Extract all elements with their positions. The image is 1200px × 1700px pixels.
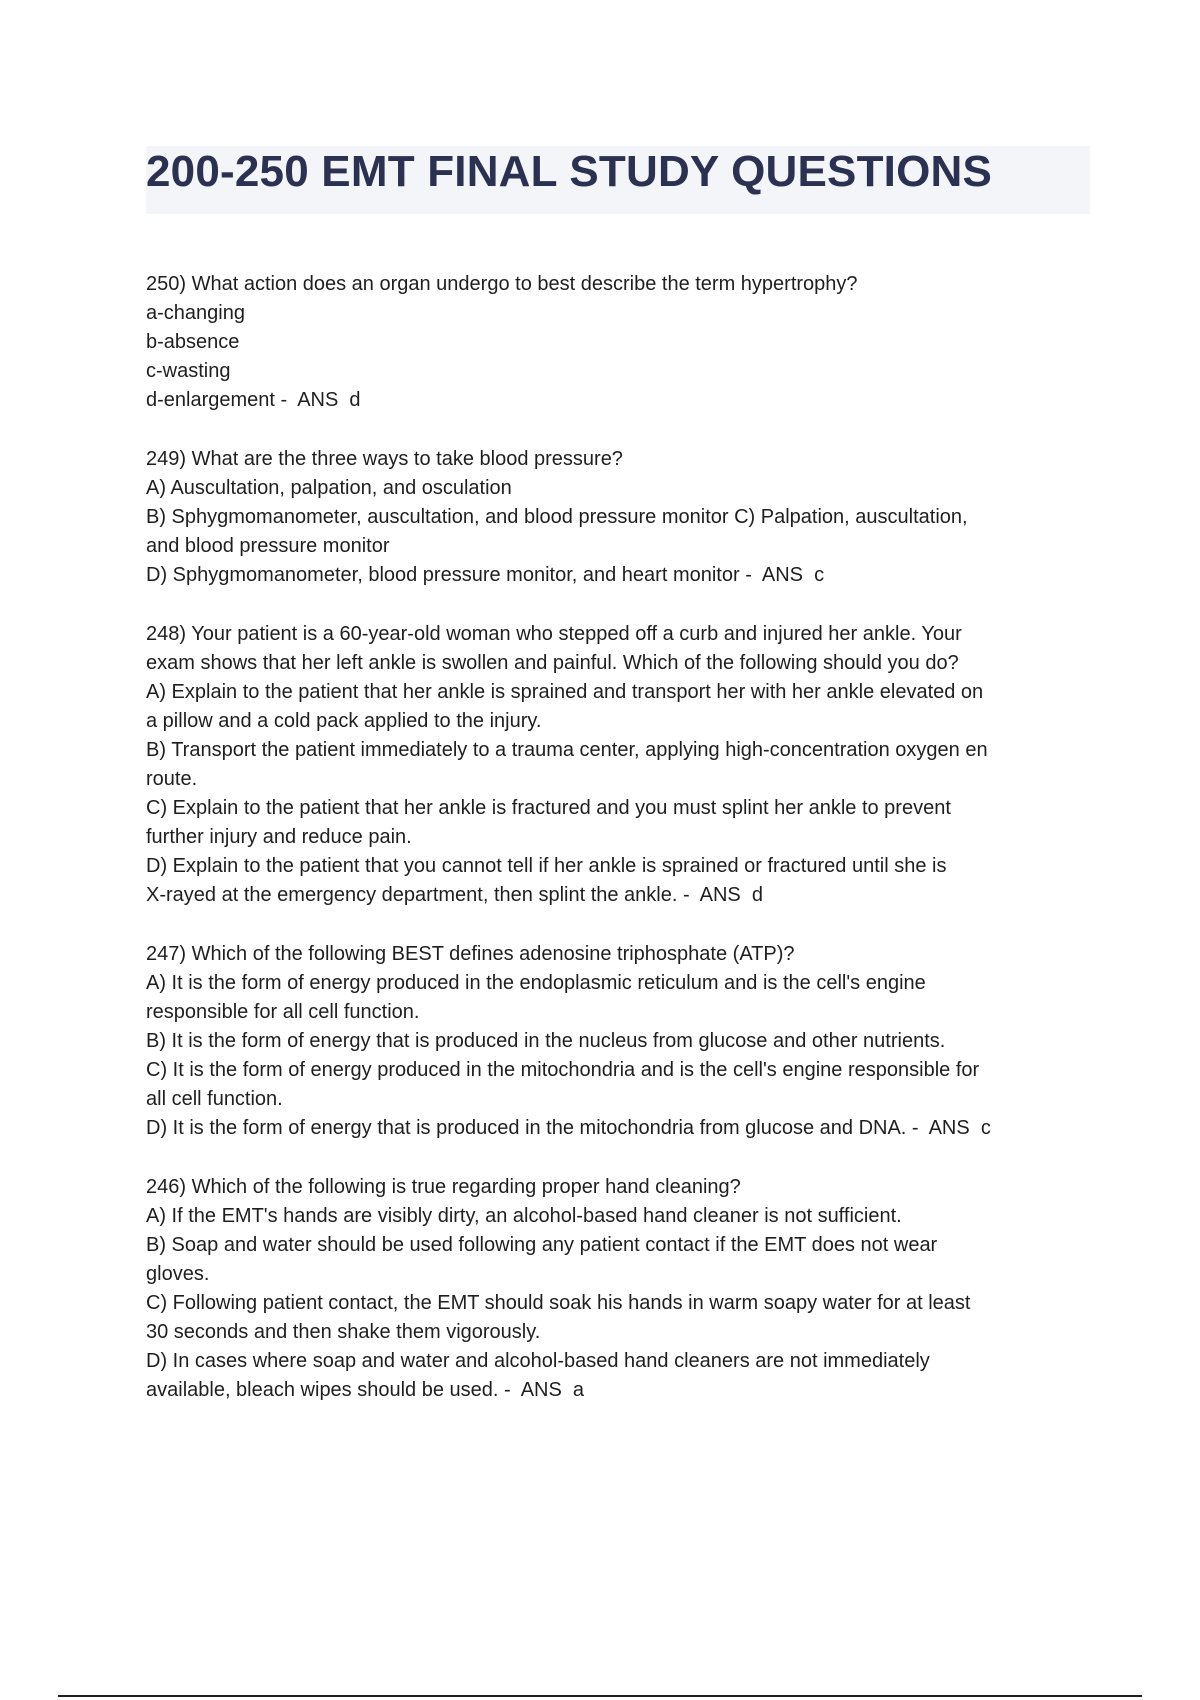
answer-option: a pillow and a cold pack applied to the injury. <box>146 710 542 732</box>
answer-option: 30 seconds and then shake them vigorously. <box>146 1321 541 1343</box>
answer-option: B) Soap and water should be used following any patient contact if the EMT does not wear <box>146 1234 938 1256</box>
question-250 <box>146 270 1090 415</box>
question-text: 247) Which of the following BEST defines adenosine triphosphate (ATP)? <box>146 943 795 965</box>
answer-option: D) In cases where soap and water and alcohol-based hand cleaners are not immediately <box>146 1350 930 1372</box>
answer-option-with-key: D) Sphygmomanometer, blood pressure monitor, and heart monitor - ANS c <box>146 564 825 586</box>
answer-option-with-key: D) It is the form of energy that is produced in the mitochondria from glucose and DNA. - ANS c <box>146 1117 991 1139</box>
answer-option: responsible for all cell function. <box>146 1001 420 1023</box>
answer-option: gloves. <box>146 1263 210 1285</box>
answer-option: C) Following patient contact, the EMT should soak his hands in warm soapy water for at least <box>146 1292 971 1314</box>
question-249 <box>146 445 1090 590</box>
answer-option: a-changing <box>146 302 245 324</box>
question-text: 246) Which of the following is true regarding proper hand cleaning? <box>146 1176 741 1198</box>
question-246 <box>146 1173 1090 1405</box>
answer-option-with-key: X-rayed at the emergency department, then splint the ankle. - ANS d <box>146 884 764 906</box>
answer-option: further injury and reduce pain. <box>146 826 412 848</box>
question-text: 250) What action does an organ undergo to best describe the term hypertrophy? <box>146 273 858 295</box>
question-text: 249) What are the three ways to take blood pressure? <box>146 448 623 470</box>
question-text: exam shows that her left ankle is swollen and painful. Which of the following should you do? <box>146 652 959 674</box>
answer-option: B) Transport the patient immediately to a trauma center, applying high-concentration oxygen en <box>146 739 988 761</box>
document-title: 200-250 EMT FINAL STUDY QUESTIONS <box>146 147 993 196</box>
answer-option-with-key: d-enlargement - ANS d <box>146 389 361 411</box>
answer-option: A) Auscultation, palpation, and osculation <box>146 477 512 499</box>
answer-option: B) Sphygmomanometer, auscultation, and blood pressure monitor C) Palpation, auscultation, <box>146 506 968 528</box>
answer-option: A) It is the form of energy produced in the endoplasmic reticulum and is the cell's engine <box>146 972 926 994</box>
answer-option: b-absence <box>146 331 240 353</box>
footer-divider <box>58 1695 1142 1697</box>
answer-option: route. <box>146 768 198 790</box>
answer-option: c-wasting <box>146 360 231 382</box>
answer-option: A) If the EMT's hands are visibly dirty, an alcohol-based hand cleaner is not sufficient. <box>146 1205 902 1227</box>
question-247 <box>146 940 1090 1143</box>
answer-option: B) It is the form of energy that is produced in the nucleus from glucose and other nutrients. <box>146 1030 946 1052</box>
answer-option: and blood pressure monitor <box>146 535 390 557</box>
answer-option: C) It is the form of energy produced in the mitochondria and is the cell's engine responsible for <box>146 1059 980 1081</box>
question-list <box>146 270 1090 1435</box>
answer-option-with-key: available, bleach wipes should be used. - ANS a <box>146 1379 585 1401</box>
answer-option: all cell function. <box>146 1088 283 1110</box>
answer-option: D) Explain to the patient that you cannot tell if her ankle is sprained or fractured until she is <box>146 855 947 877</box>
answer-option: C) Explain to the patient that her ankle is fractured and you must splint her ankle to prevent <box>146 797 951 819</box>
question-text: 248) Your patient is a 60-year-old woman who stepped off a curb and injured her ankle. Your <box>146 623 962 645</box>
answer-option: A) Explain to the patient that her ankle is sprained and transport her with her ankle elevated on <box>146 681 984 703</box>
question-248 <box>146 620 1090 910</box>
